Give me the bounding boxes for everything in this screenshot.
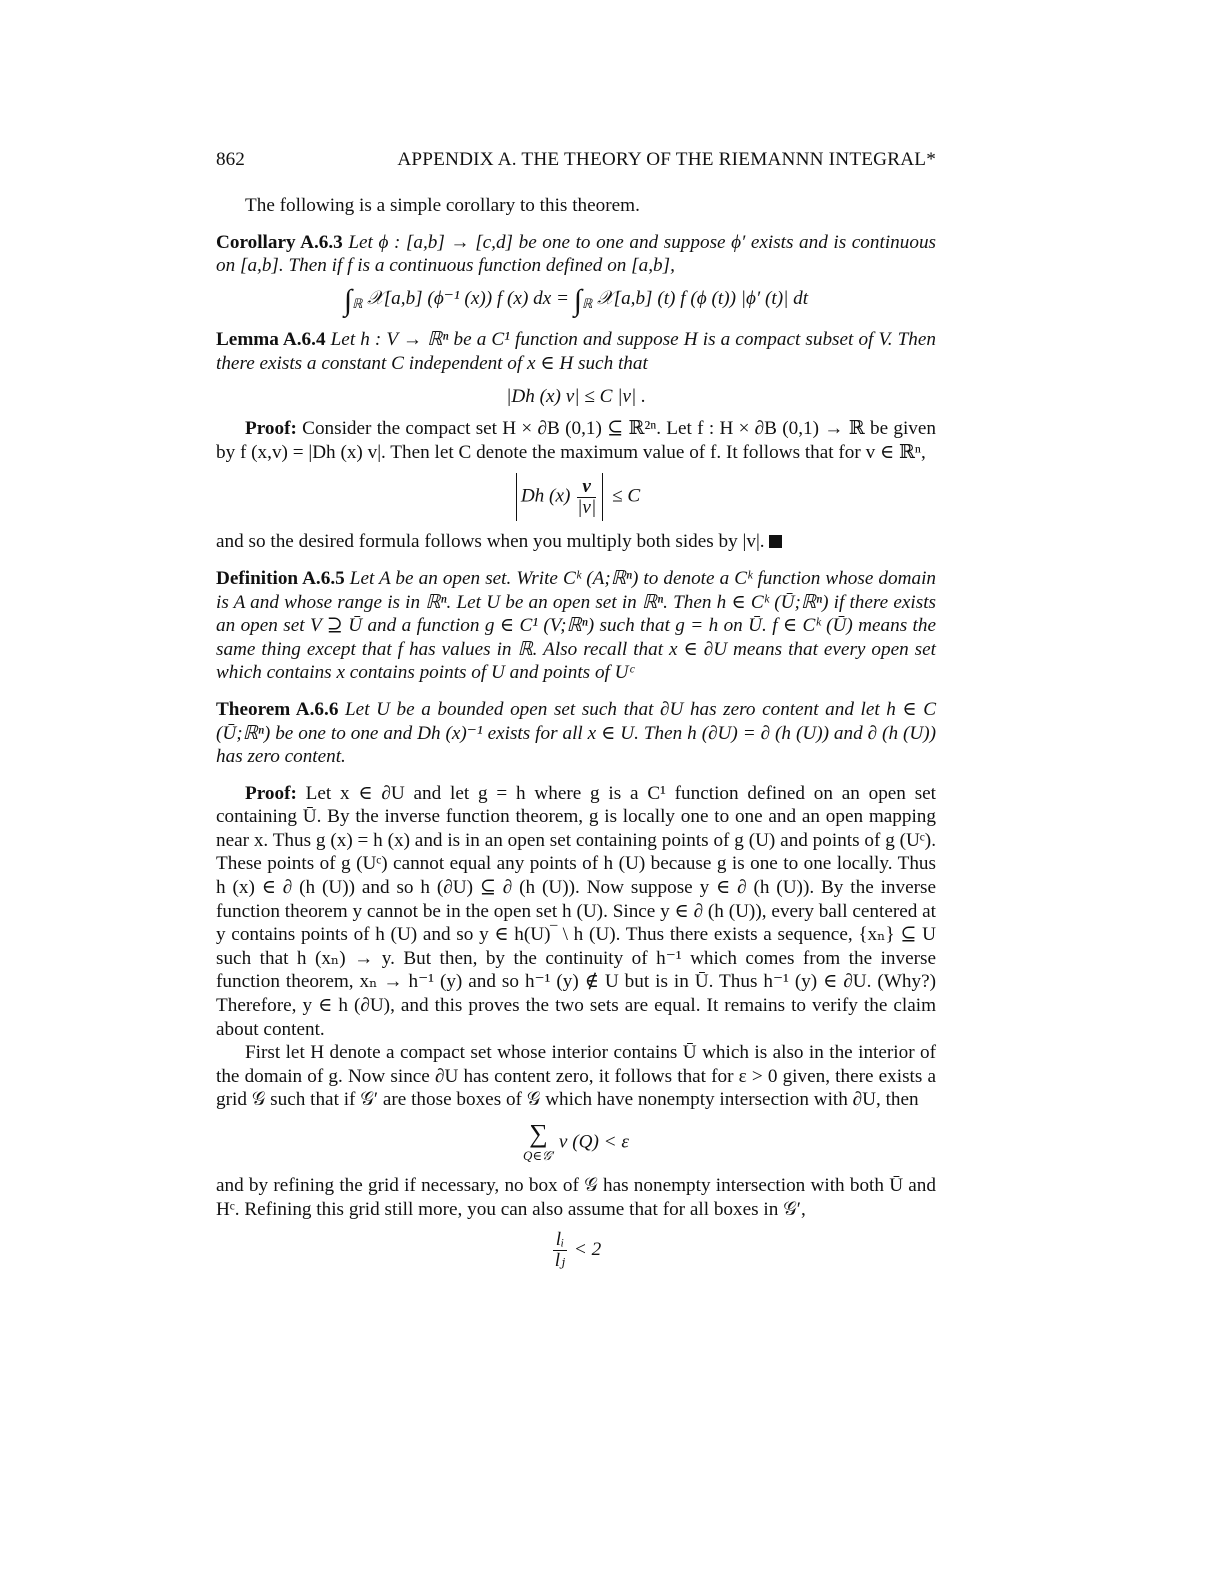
corollary-label: Corollary A.6.3: [216, 231, 343, 253]
corollary-statement: Let ϕ : [a,b] → [c,d] be one to one and suppose ϕ′ exists and is continuous on [a,b]. Then if f is a continuous function defined on [a,b],: [216, 231, 936, 277]
lemma-statement: Let h : V → ℝⁿ be a C¹ function and suppose H is a compact subset of V. Then there exists a constant C independent of x ∈ H such that: [216, 329, 936, 374]
proof-theorem-para2: First let H denote a compact set whose interior contains Ū which is also in the interior of the domain of g. Now since ∂U has content zero, it follows that for ε > 0 given, there exists a grid 𝒢 such that if 𝒢′ are those boxes of 𝒢 which have nonempty intersection with ∂U, then: [216, 1042, 936, 1111]
integral-left-body: 𝒳[a,b] (ϕ⁻¹ (x)) f (x) dx =: [367, 287, 569, 309]
integral-sign-left: ∫: [343, 283, 353, 317]
definition-statement: Let A be an open set. Write Cᵏ (A;ℝⁿ) to denote a Cᵏ function whose domain is A and whose range is in ℝⁿ. Let U be an open set in ℝⁿ. Then h ∈ Cᵏ (Ū;ℝⁿ) if there exists an open set V ⊇ Ū and a function g ∈ C¹ (V;ℝⁿ) such that g = h on Ū. f ∈ Cᵏ (Ū) means the same thing except that f has values in ℝ. Also recall that x ∈ ∂U means that every open set which contains x contains points of U and points of Uᶜ: [216, 567, 936, 684]
qed-square-icon: [769, 535, 782, 548]
eq-right: ≤ C: [612, 485, 641, 507]
proof-theorem-para3: and by refining the grid if necessary, no box of 𝒢 has nonempty intersection with both Ū and Hᶜ. Refining this grid still more, you can also assume that for all boxes in 𝒢′,: [216, 1175, 936, 1220]
proof-lemma-conclusion: and so the desired formula follows when you multiply both sides by |v|.: [216, 530, 936, 554]
proof-theorem-label: Proof:: [245, 782, 297, 804]
sum-equation: [216, 1121, 936, 1165]
integral-sign-right: ∫: [573, 283, 583, 317]
theorem-statement: Let U be a bounded open set such that ∂U has zero content and let h ∈ C (Ū;ℝⁿ) be one to one and Dh (x)⁻¹ exists for all x ∈ U. Then h (∂U) = ∂ (h (U)) and ∂ (h (U)) has zero content.: [216, 698, 937, 768]
proof-label: Proof:: [245, 418, 297, 440]
ratio-denominator: lⱼ: [554, 1250, 566, 1272]
integral-domain-right: ℝ: [582, 295, 593, 311]
sum-body: v (Q) < ε: [558, 1131, 629, 1153]
running-title: APPENDIX A. THE THEORY OF THE RIEMANNN INTEGRAL*: [397, 149, 936, 170]
page-header: [216, 148, 936, 172]
fraction-denominator: |v|: [577, 496, 597, 518]
ratio-equation: [216, 1230, 936, 1271]
sigma-icon: ∑: [529, 1119, 548, 1148]
proof-theorem-text: Let x ∈ ∂U and let g = h where g is a C¹ function defined on an open set containing Ū. By the inverse function theorem, g is locally one to one and an open mapping near x. Thus g (x) = h (x) and is in an open set containing points of g (U) and points of g (Uᶜ). These points of g (Uᶜ) cannot equal any points of h (U) because g is one to one locally. Thus h (x) ∈ ∂ (h (U)) and so h (∂U) ⊆ ∂ (h (U)). Now suppose y ∈ ∂ (h (U)). By the inverse function theorem y cannot be in the open set h (U). Since y ∈ ∂ (h (U)), every ball centered at y contains points of h (U) and so y ∈ h(U)‾ \ h (U). Thus there exists a sequence, {xₙ} ⊆ U such that h (xₙ) → y. But then, by the continuity of h⁻¹ which comes from the inverse function theorem, xₙ → h⁻¹ (y) and so h⁻¹ (y) ∉ U but is in Ū. Thus h⁻¹ (y) ∈ ∂U. (Why?) Therefore, y ∈ h (∂U), and this proves the two sets are equal. It remains to verify the claim about content.: [216, 782, 937, 1040]
fraction-numerator: v: [577, 477, 596, 498]
proof-lemma: [216, 417, 936, 464]
definition: [216, 567, 936, 685]
lemma: [216, 328, 936, 375]
eq-left: Dh (x): [520, 485, 571, 507]
ratio-numerator: lᵢ: [553, 1230, 567, 1251]
lemma-equation: |Dh (x) v| ≤ C |v| .: [506, 385, 646, 407]
intro-text: The following is a simple corollary to this theorem.: [245, 195, 640, 216]
definition-label: Definition A.6.5: [216, 567, 345, 589]
sum-index: Q∈𝒢′: [523, 1148, 555, 1163]
page-number: 862: [216, 149, 245, 170]
proof-theorem: [216, 782, 936, 1042]
proof-lemma-text: Consider the compact set H × ∂B (0,1) ⊆ ℝ²ⁿ. Let f : H × ∂B (0,1) → ℝ be given by f (x,v) = |Dh (x) v|. Then let C denote the maximum value of f. It follows that for v ∈ ℝⁿ,: [216, 418, 936, 463]
theorem: [216, 698, 936, 769]
fraction: [577, 477, 596, 518]
lemma-label: Lemma A.6.4: [216, 329, 326, 351]
corollary-equation: [216, 283, 936, 317]
integral-right-body: 𝒳[a,b] (t) f (ϕ (t)) |ϕ′ (t)| dt: [597, 287, 809, 309]
proof-lemma-equation: [216, 473, 936, 521]
integral-domain-left: ℝ: [352, 295, 363, 311]
corollary: [216, 231, 936, 278]
theorem-label: Theorem A.6.6: [216, 698, 339, 720]
page: [216, 148, 936, 1280]
ratio-right: < 2: [573, 1239, 602, 1261]
